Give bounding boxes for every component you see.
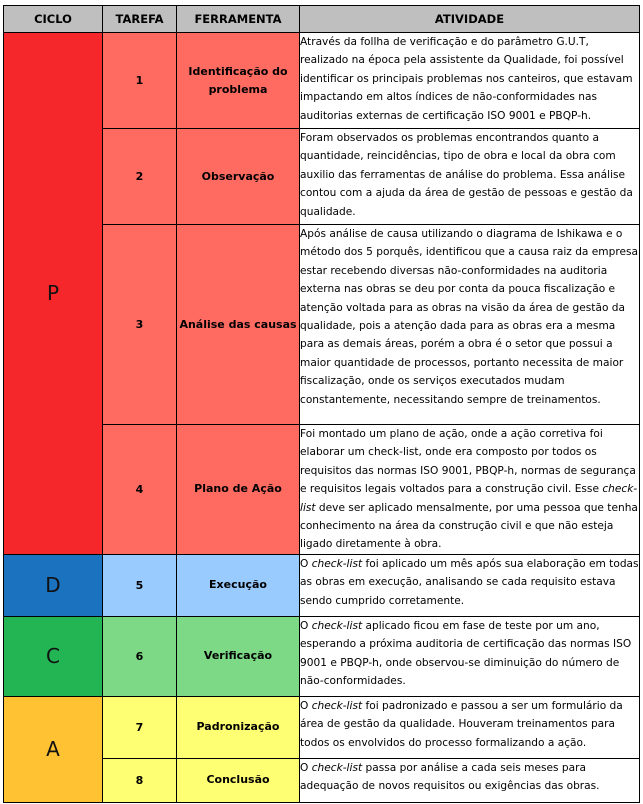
activity-text-part: aplicado ficou em fase de teste por um ano, esperando a próxima auditoria de certificação das normas ISO 9001 e PBQP-h, onde observou-se diminuição do número de não-conformidades. xyxy=(300,619,632,688)
task-number: 2 xyxy=(103,129,177,225)
activity-text-part: O xyxy=(300,619,312,632)
header-atividade: ATIVIDADE xyxy=(300,6,640,33)
task-number: 1 xyxy=(103,33,177,129)
pdca-table xyxy=(3,5,640,803)
tool-name: Verificação xyxy=(177,616,300,696)
header-ferramenta: FERRAMENTA xyxy=(177,6,300,33)
activity-text-italic: check-list xyxy=(311,699,363,712)
tool-name: Execução xyxy=(177,554,300,616)
task-number: 8 xyxy=(103,758,177,802)
table-row xyxy=(4,696,640,758)
activity-text xyxy=(300,554,640,616)
activity-text: Após análise de causa utilizando o diagrama de Ishikawa e o método dos 5 porquês, identificou que a causa raiz da empresa estar recebendo diversas não-conformidades na auditoria externa nas obras se deu por conta da pouca fiscalização e atenção voltada para as obras na visão da área de gestão da qualidade, pois a atenção dada para as obras era a mesma para as demais áreas, porém a obra é o setor que possui a maior quantidade de processos, portanto necessita de maior fiscalização, onde os serviços executados mudam constantemente, necessitando sempre de treinamentos. xyxy=(300,225,640,425)
activity-text-part: O xyxy=(300,761,312,774)
task-number: 4 xyxy=(103,425,177,555)
activity-text-part: passa por análise a cada seis meses para adequação de novos requisitos ou exigências das obras. xyxy=(300,761,600,793)
activity-text-part: Foi montado um plano de ação, onde a ação corretiva foi elaborar um check-list, onde era composto por todos os requisitos das normas ISO 9001, PBQP-h, normas de segurança e requisitos legais voltados para a construção civil. Esse xyxy=(300,428,636,496)
tool-name: Padronização xyxy=(177,696,300,758)
tool-name: Plano de Ação xyxy=(177,425,300,555)
activity-text-part: deve ser aplicado mensalmente, por uma pessoa que tenha conhecimento na área da construção civil e que não esteja ligado diretamente à obra. xyxy=(300,501,638,551)
activity-text: Através da follha de verificação e do parâmetro G.U.T, realizado na época pela assistente da Qualidade, foi possível identificar os principais problemas nos canteiros, que estavam impactando em altos índices de não-conformidades nas auditorias externas de certificação ISO 9001 e PBQP-h. xyxy=(300,33,640,129)
activity-text-part: foi padronizado e passou a ser um formulário da área de gestão da qualidade. Houveram treinamentos para todos os envolvidos do processo formalizando a ação. xyxy=(300,699,623,749)
task-number: 7 xyxy=(103,696,177,758)
table-row xyxy=(4,33,640,129)
task-number: 5 xyxy=(103,554,177,616)
activity-text: Foram observados os problemas encontrandos quanto a quantidade, reincidências, tipo de obra e local da obra com auxilio das ferramentas de análise do problema. Essa análise contou com a ajuda da área de gestão de pessoas e gestão da qualidade. xyxy=(300,129,640,225)
activity-text xyxy=(300,758,640,802)
activity-text-italic: check-list xyxy=(311,557,363,570)
activity-text xyxy=(300,696,640,758)
activity-text xyxy=(300,425,640,555)
tool-name: Análise das causas xyxy=(177,225,300,425)
activity-text-italic: check-list xyxy=(311,619,363,632)
cycle-d-cell: D xyxy=(4,554,103,616)
table-row xyxy=(4,616,640,696)
tool-name: Conclusão xyxy=(177,758,300,802)
activity-text-part: foi aplicado um mês após sua elaboração em todas as obras em execução, analisando se cada requisito estava sendo cumprido corretamente. xyxy=(300,557,639,607)
tool-name: Observação xyxy=(177,129,300,225)
activity-text-italic: check-list xyxy=(311,761,363,774)
header-ciclo: CICLO xyxy=(4,6,103,33)
activity-text-part: O xyxy=(300,699,312,712)
tool-name: Identificação do problema xyxy=(177,33,300,129)
activity-text xyxy=(300,616,640,696)
cycle-c-cell: C xyxy=(4,616,103,696)
activity-text-part: O xyxy=(300,557,312,570)
task-number: 3 xyxy=(103,225,177,425)
cycle-p-cell: P xyxy=(4,33,103,555)
cycle-a-cell: A xyxy=(4,696,103,802)
header-tarefa: TAREFA xyxy=(103,6,177,33)
task-number: 6 xyxy=(103,616,177,696)
activity-text-italic: check-list xyxy=(300,483,638,514)
table-row xyxy=(4,554,640,616)
header-row xyxy=(4,6,640,33)
